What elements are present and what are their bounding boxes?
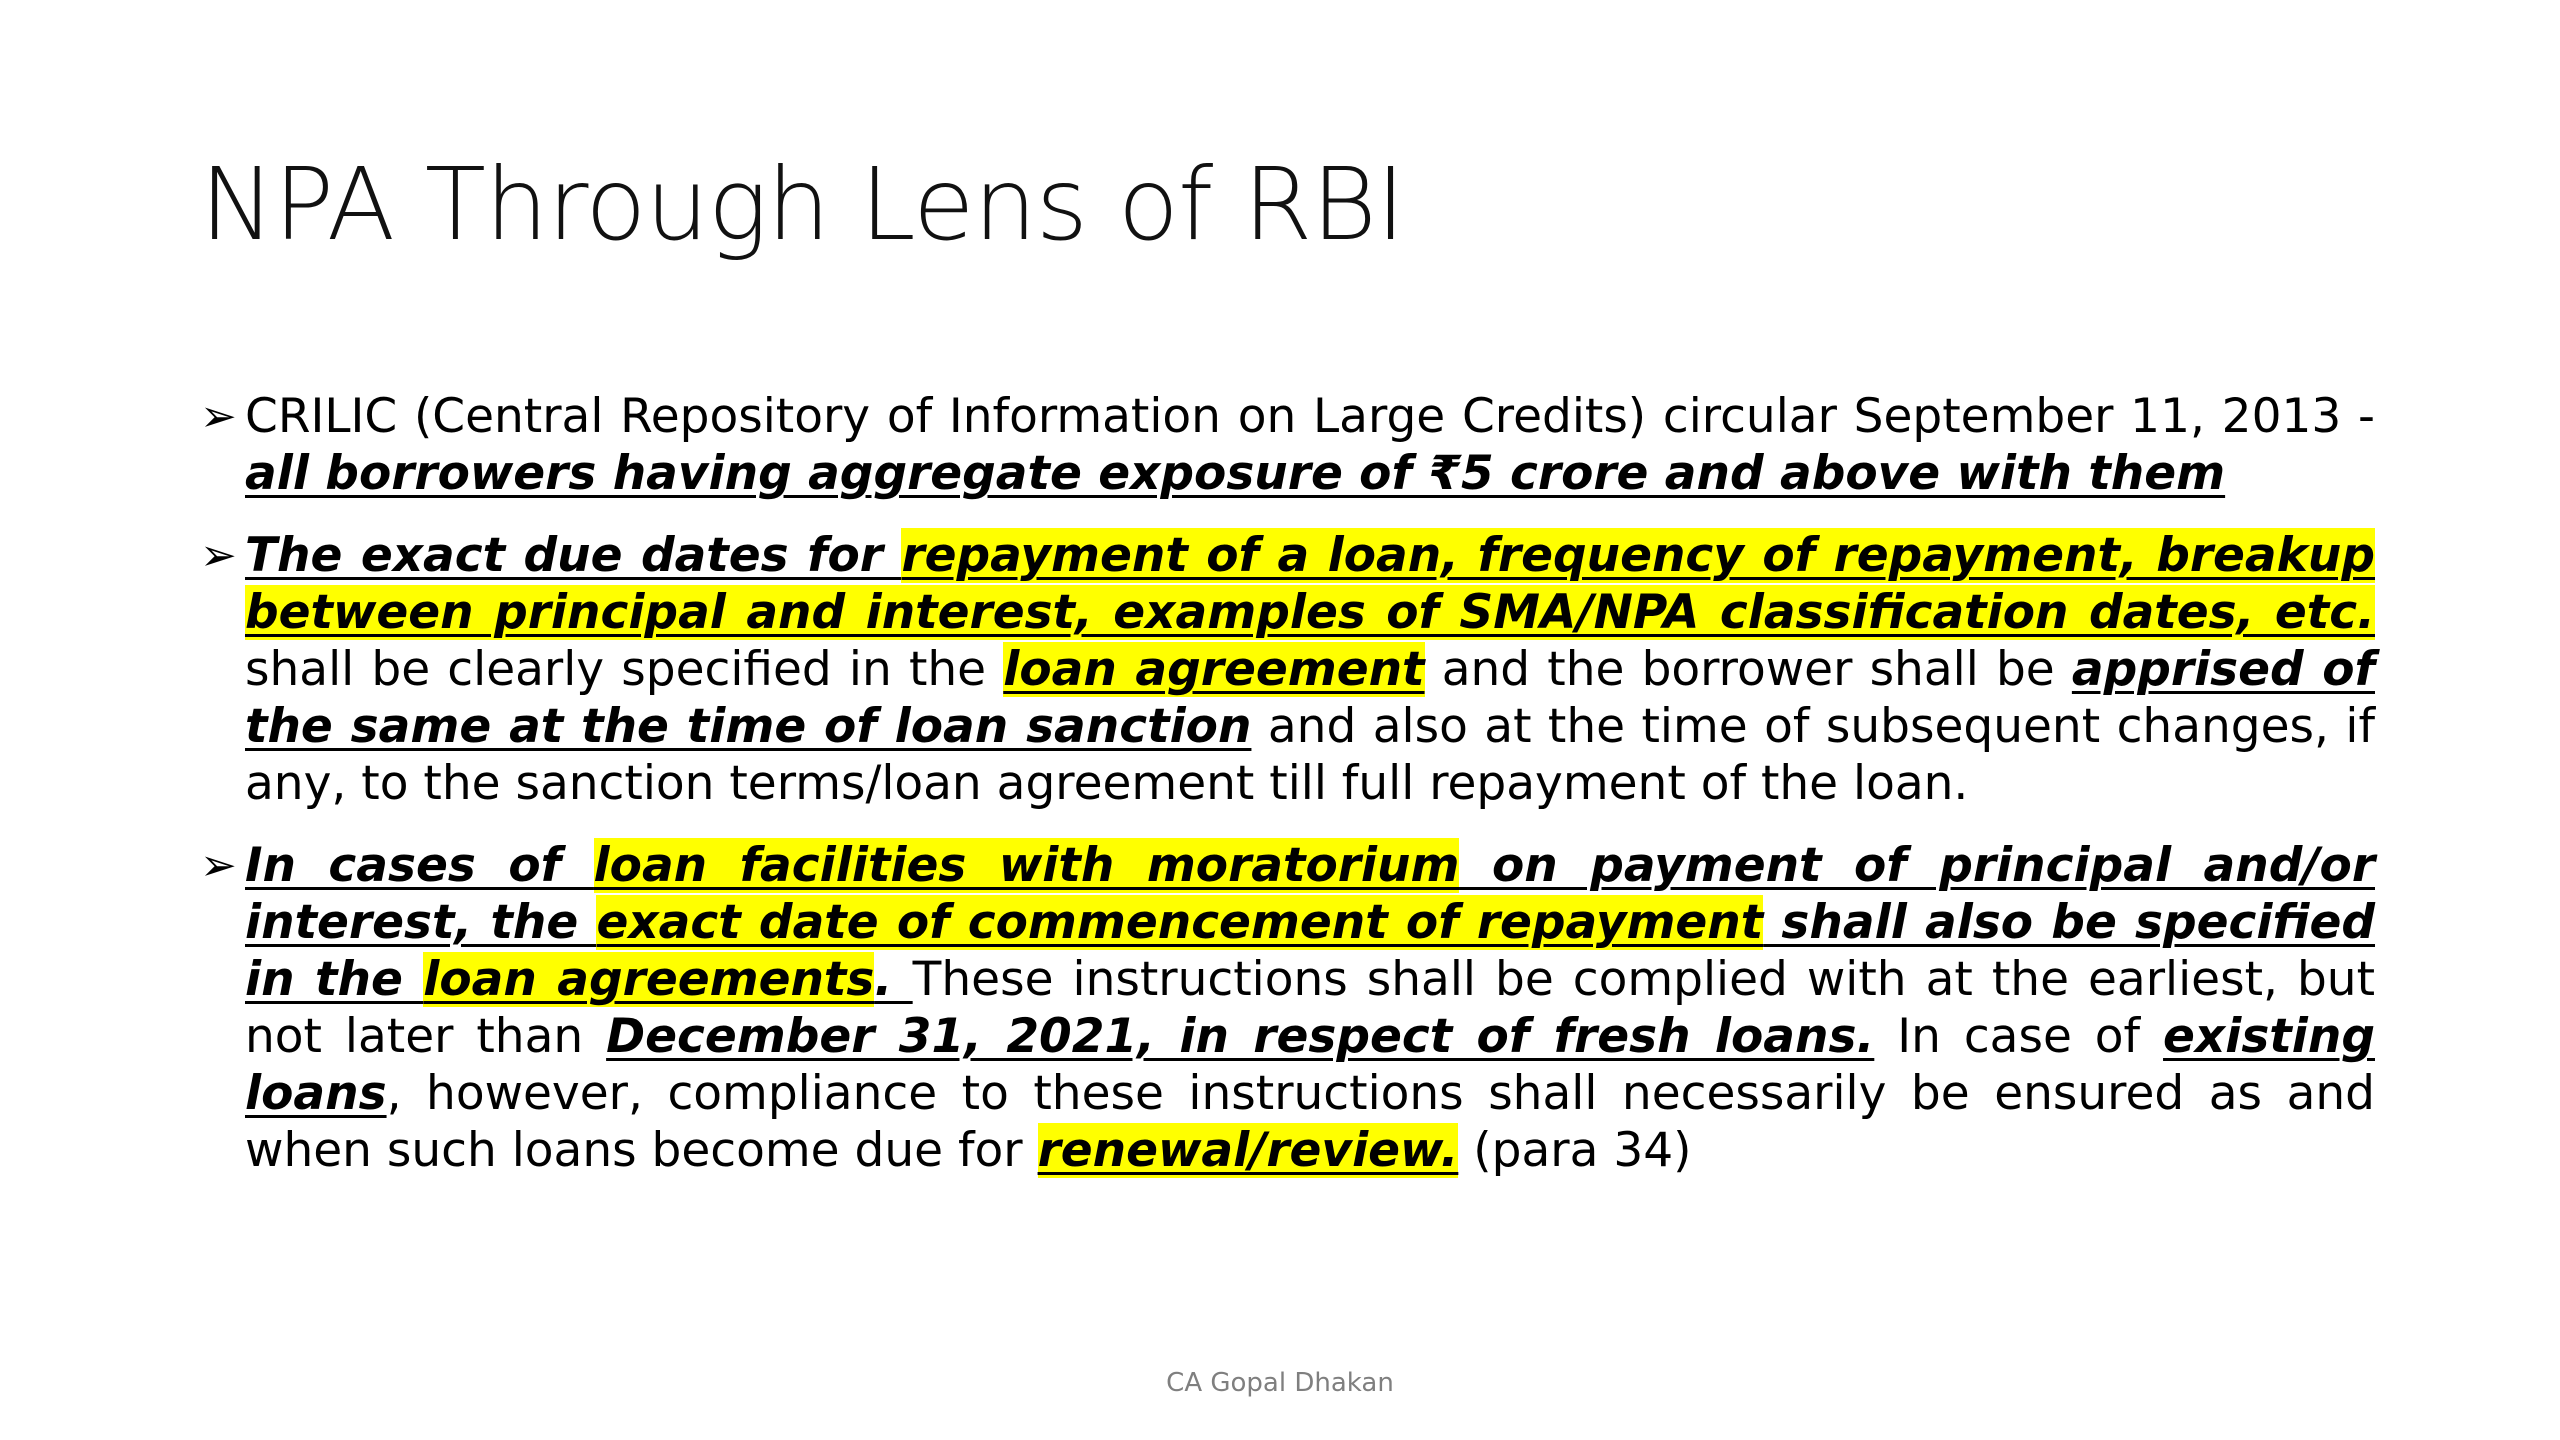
bullet-emphasis: The exact due dates for xyxy=(245,528,902,583)
arrow-bullet-icon: ➢ xyxy=(200,391,237,442)
arrow-bullet-icon: ➢ xyxy=(200,840,237,891)
bullet-text: (para 34) xyxy=(1458,1123,1692,1178)
bullet-emphasis: on payment of principal and/or interest, the xyxy=(245,838,2375,950)
bullet-crilic xyxy=(200,388,2375,502)
bullet-emphasis: all borrowers having aggregate exposure of ₹5 crore and above with them xyxy=(245,446,2226,501)
bullet-highlight: renewal/review. xyxy=(1037,1123,1459,1178)
arrow-bullet-icon: ➢ xyxy=(200,530,237,581)
bullet-emphasis: December 31, 2021, in respect of fresh loans. xyxy=(606,1009,1875,1064)
bullet-moratorium xyxy=(200,837,2375,1179)
bullet-highlight: loan facilities with moratorium xyxy=(593,838,1460,893)
bullet-emphasis: . xyxy=(874,952,913,1007)
bullet-text: CRILIC (Central Repository of Information on Large Credits) circular September 11, 2013 - xyxy=(245,389,2375,444)
bullet-emphasis: existing loans xyxy=(245,1009,2375,1121)
slide-footer: CA Gopal Dhakan xyxy=(1166,1368,1394,1398)
bullet-text: In case of xyxy=(1874,1009,2164,1064)
bullet-highlight: loan agreement xyxy=(1003,642,1425,697)
bullet-text: shall be clearly specified in the xyxy=(245,642,1004,697)
bullet-highlight: repayment of a loan, frequency of repayment, breakup between principal and interest, examples of SMA/NPA classification dates, etc. xyxy=(245,528,2375,640)
bullet-emphasis: In cases of xyxy=(245,838,594,893)
bullet-emphasis: apprised of the same at the time of loan sanction xyxy=(245,642,2375,754)
bullet-list xyxy=(200,388,2375,1204)
bullet-text: , however, compliance to these instructions shall necessarily be ensured as and when such loans become due for xyxy=(245,1066,2375,1178)
bullet-due-dates xyxy=(200,527,2375,812)
bullet-highlight: exact date of commencement of repayment xyxy=(596,895,1764,950)
slide-title: NPA Through Lens of RBI xyxy=(200,146,1405,263)
bullet-text: and the borrower shall be xyxy=(1424,642,2072,697)
bullet-text: and also at the time of subsequent changes, if any, to the sanction terms/loan agreement till full repayment of the loan. xyxy=(245,699,2376,811)
bullet-text: These instructions shall be complied with at the earliest, but not later than xyxy=(245,952,2376,1064)
bullet-emphasis: shall also be specified in the xyxy=(245,895,2376,1007)
bullet-highlight: loan agreements xyxy=(423,952,875,1007)
